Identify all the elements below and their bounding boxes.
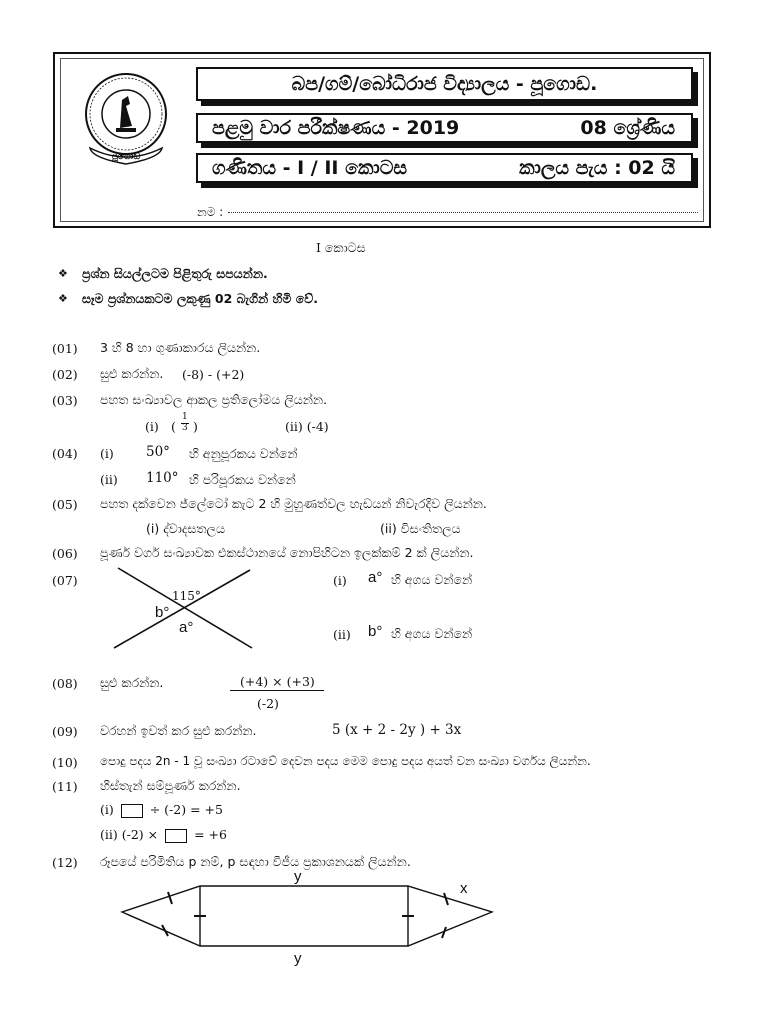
q02-number: (02) [52,367,78,382]
q08-denominator: (-2) [257,696,279,711]
q11-text: හිස්තැන් සම්පූර්ණ කරන්න. [100,778,241,793]
q01-text: 3 හි 8 හා ගුණාකාරය ලියන්න. [100,340,261,355]
q12-text: රූපයේ පරිමිතිය p නම්, p සඳහා වීජීය ප්‍රකාශනයක් ලියන්න. [100,854,411,869]
q07-angle-115: 115° [172,589,201,603]
q04-part-ii: (ii) [100,472,118,487]
q11-part-ii-prefix: (ii) (-2) × [100,827,159,842]
q02-text: සුළු කරන්න. [100,366,164,381]
q03-close-paren: ) [193,419,198,434]
q08-text: සුළු කරන්න. [100,675,164,690]
q10-number: (10) [52,755,78,770]
q06-text: පූර්ණ වර්ග සංඛ්‍යාවක එකස්ථානයේ නොපිහිටන ඉලක්කම් 2 ක් ලියන්න. [100,545,474,560]
instruction-2: සෑම ප්‍රශ්නයකටම ලකුණු 02 බැගින් හිමි වේ. [82,291,318,306]
q10-text: පොදු පදය 2n - 1 වූ සංඛ්‍යා රටාවේ දෙවන පදය මෙම පොදු පදය අයත් වන සංඛ්‍යා වර්ගය ලියන්න. [100,754,591,768]
q08-number: (08) [52,676,78,691]
q09-expression: 5 (x + 2 - 2y ) + 3x [332,722,462,738]
instruction-1: ප්‍රශ්න සියල්ලටම පිළිතුරු සපයන්න. [82,266,268,281]
q08-fraction-bar [230,690,324,691]
q04-text-i: හි අනුපූරකය වන්නේ [189,446,298,461]
q07-intersecting-lines-figure [100,564,260,664]
name-field[interactable] [228,200,698,213]
bullet-diamond-icon: ❖ [58,292,68,305]
q03-fraction-denominator: 3 [182,423,188,433]
q02-expression: (-8) - (+2) [182,367,245,382]
school-name-box [196,67,693,101]
q04-number: (04) [52,446,78,461]
q04-text-ii: හි පරිපූරකය වන්නේ [189,472,296,487]
logo-text: පූගොඩ [111,152,141,162]
subject-label: ගණිතය - I / II කොටස [212,157,408,179]
name-label: නම : [197,205,224,219]
q04-angle-i: 50° [146,444,170,460]
q07-part-i: (i) [333,573,347,588]
q09-text: වරහන් ඉවත් කර සුළු කරන්න. [100,723,257,738]
q05-text: පහත දක්වෙන ජ්ලේටෝ කැට 2 හි මුහුණත්වල හැඩයන් නිවැරදිව ලියන්න. [100,496,487,511]
school-logo [70,70,182,170]
bullet-diamond-icon: ❖ [58,267,68,280]
school-name: බප/ගම්/බෝධිරාජ විද්‍යාලය - පූගොඩ. [291,73,598,95]
subject-box [196,153,693,183]
q07-text-ii: හි අගය වන්නේ [391,626,473,641]
q12-label-y-top: y [294,868,302,885]
q09-number: (09) [52,724,78,739]
time-label: කාලය පැය : 02 යි [519,157,675,179]
q07-angle-a: a° [179,619,194,636]
q03-open-paren: ( [171,419,176,434]
q03-text: පහත සංඛ්‍යාවල ආකල ප්‍රතිලෝමය ලියන්න. [100,392,328,407]
q03-part-i: (i) [145,419,159,434]
q12-label-y-bottom: y [294,950,302,967]
q07-var-a: a° [368,569,383,586]
q11-part-i-prefix: (i) [100,802,114,817]
grade-label: 08 ශ්‍රේණිය [580,117,675,139]
q12-hexagon-figure [118,880,498,952]
q11-part-i-suffix: ÷ (-2) = +5 [149,802,223,817]
q05-part-i: (i) ද්වාදසතලය [146,521,226,536]
q11-part-ii-suffix: = +6 [194,827,227,842]
q11-answer-box-ii[interactable] [165,829,187,843]
q06-number: (06) [52,546,78,561]
q07-var-b: b° [368,623,383,640]
q03-number: (03) [52,393,78,408]
exam-title: පළමු වාර පරීක්ෂණය - 2019 [212,117,460,139]
q11-answer-box-i[interactable] [121,804,143,818]
q03-part-ii: (ii) (-4) [285,419,329,434]
q08-numerator: (+4) × (+3) [240,674,315,689]
q11-part-ii [100,827,227,843]
q01-number: (01) [52,341,78,356]
q12-number: (12) [52,855,78,870]
part-title: I කොටස [316,240,366,255]
q11-number: (11) [52,779,78,794]
q07-angle-b: b° [155,604,170,621]
q07-part-ii: (ii) [333,627,351,642]
q07-number: (07) [52,573,78,588]
q11-part-i [100,802,223,818]
exam-box [196,113,693,143]
q04-part-i: (i) [100,446,114,461]
q12-label-x: x [460,880,468,897]
q05-part-ii: (ii) විසංතිතලය [380,521,461,536]
q03-fraction-numerator: 1 [182,412,188,422]
q05-number: (05) [52,497,78,512]
q07-text-i: හි අගය වන්නේ [391,572,473,587]
q04-angle-ii: 110° [146,470,179,486]
